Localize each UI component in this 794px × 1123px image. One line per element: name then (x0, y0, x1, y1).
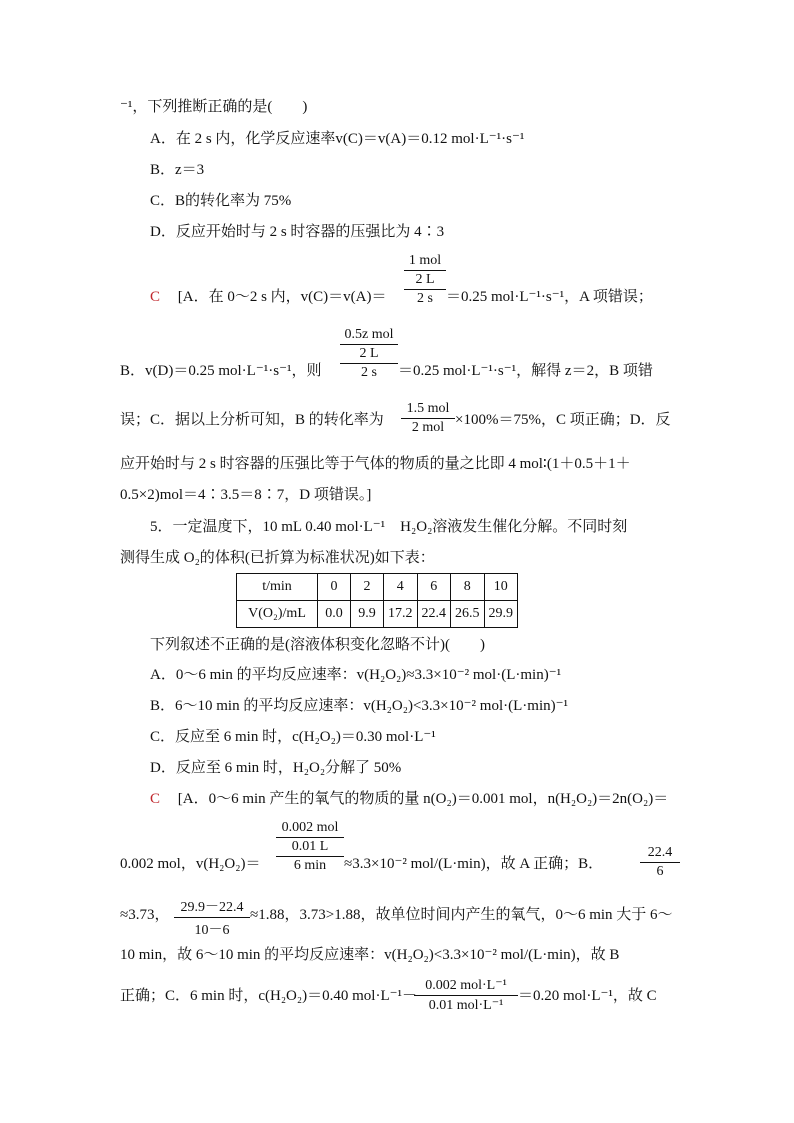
q4-frac2-bar1 (340, 344, 398, 345)
q4-option-a-text: A．在 2 s 内，化学反应速率 (150, 131, 336, 147)
q4-exp-line5: 0.5×2)mol＝4∶3.5＝8∶7，D 项错误。] (120, 487, 372, 503)
q4-fraction-3 (401, 401, 455, 436)
q5-prompt: 下列叙述不正确的是(溶液体积变化忽略不计)( ) (150, 637, 485, 653)
table-cell: 26.5 (451, 601, 485, 628)
q5-data-table (236, 573, 518, 628)
q4-frac2-bar2 (340, 363, 398, 364)
q5-exp5-post: ＝0.20 mol·L⁻¹，故 C (518, 988, 657, 1004)
table-cell: 0.0 (318, 601, 351, 628)
q4-option-b: B．z＝3 (150, 162, 205, 178)
q5-frac7-den: 0.01 mol·L⁻¹ (428, 998, 504, 1013)
table-cell: 4 (384, 574, 418, 601)
q4-exp-line4: 应开始时与 2 s 时容器的压强比等于气体的物质的量之比即 4 mol∶(1＋0.5＋1＋ (120, 456, 631, 472)
q4-frac3-den: 2 mol (411, 420, 445, 435)
q5-stem-line1: 5．一定温度下，10 mL 0.40 mol·L⁻¹ H₂O₂溶液发生催化分解。不同时刻 (150, 519, 628, 535)
table-header-t: t/min (237, 574, 318, 601)
q5-exp3-pre: ≈3.73， (120, 907, 170, 923)
q5-frac4-top: 0.002 mol (281, 820, 339, 835)
q4-frac3-bar (401, 418, 455, 419)
q4-frac1-bar1 (404, 270, 446, 271)
q5-exp2-post: ≈3.3×10⁻² mol/(L·min)，故 A 正确；B． (344, 856, 604, 872)
table-cell: 0 (318, 574, 351, 601)
q5-frac5-den: 6 (656, 864, 664, 879)
q4-frac2-bot: 2 s (361, 365, 377, 380)
table-row (237, 574, 518, 601)
q5-option-d: D．反应至 6 min 时，H₂O₂分解了 50% (150, 760, 402, 776)
q4-option-c: C．B的转化率为 75% (150, 193, 292, 209)
table-cell: 22.4 (417, 601, 451, 628)
table-row (237, 601, 518, 628)
q4-exp2-pre: B．v(D)＝0.25 mol·L⁻¹·s⁻¹，则 (120, 363, 322, 379)
q4-exp1-pre: [A．在 0～2 s 内，v(C)＝v(A)＝ (177, 289, 387, 305)
table-cell: 17.2 (384, 601, 418, 628)
table-header-v: V(O₂)/mL (237, 601, 318, 628)
q5-option-c: C．反应至 6 min 时，c(H₂O₂)＝0.30 mol·L⁻¹ (150, 729, 436, 745)
q4-fraction-1 (404, 253, 446, 307)
q5-option-b: B．6～10 min 的平均反应速率：v(H₂O₂)<3.3×10⁻² mol·(L·min)⁻¹ (150, 698, 569, 714)
table-cell: 6 (417, 574, 451, 601)
q5-fraction-4 (276, 820, 344, 874)
q4-frac1-bar2 (404, 289, 446, 290)
q4-fraction-2 (340, 327, 398, 381)
q5-frac6-num: 29.9－22.4 (180, 900, 244, 915)
q4-option-d: D．反应开始时与 2 s 时容器的压强比为 4∶3 (150, 224, 445, 240)
q4-exp2-post: ＝0.25 mol·L⁻¹·s⁻¹，解得 z＝2，B 项错 (398, 363, 653, 379)
q5-exp-line4: 10 min，故 6～10 min 的平均反应速率：v(H₂O₂)<3.3×10⁻² mol/(L·min)，故 B (120, 947, 620, 963)
q5-frac7-num: 0.002 mol·L⁻¹ (425, 978, 507, 993)
q4-frac2-mid: 2 L (359, 346, 379, 361)
q5-stem-line2: 测得生成 O₂的体积(已折算为标准状况)如下表： (120, 550, 435, 566)
q5-exp2-pre: 0.002 mol，v(H₂O₂)＝ (120, 856, 261, 872)
q5-frac4-mid: 0.01 L (291, 839, 329, 854)
q4-option-a-eq: v(C)＝v(A)＝0.12 mol·L⁻¹·s⁻¹ (335, 131, 525, 147)
q5-exp-line1 (150, 790, 668, 808)
q5-exp3-post: ≈1.88，3.73>1.88，故单位时间内产生的氧气，0～6 min 大于 6～ (250, 907, 673, 923)
q5-frac4-bar1 (276, 837, 344, 838)
table-cell: 29.9 (484, 601, 518, 628)
q5-fraction-7 (414, 977, 518, 1014)
table-cell: 10 (484, 574, 518, 601)
q5-option-a: A．0～6 min 的平均反应速率：v(H₂O₂)≈3.3×10⁻² mol·(L·min)⁻¹ (150, 667, 562, 683)
q5-frac5-bar (640, 862, 680, 863)
q4-frac1-mid: 2 L (415, 272, 435, 287)
q5-fraction-5 (640, 845, 680, 880)
q4-answer: C (150, 289, 161, 305)
q5-frac4-bar2 (276, 856, 344, 857)
q5-frac6-den: 10－6 (194, 923, 230, 938)
q4-frac3-num: 1.5 mol (406, 401, 450, 416)
q5-answer: C (150, 791, 161, 807)
q5-frac4-bot: 6 min (293, 858, 327, 873)
q5-exp1-text: [A．0～6 min 产生的氧气的物质的量 n(O₂)＝0.001 mol，n(H₂O₂)＝2n(O₂)＝ (177, 791, 669, 807)
q4-frac1-bot: 2 s (417, 291, 433, 306)
q5-frac5-num: 22.4 (647, 845, 673, 860)
q4-exp3-post: ×100%＝75%，C 项正确；D．反 (455, 412, 671, 428)
q4-exp-line1 (150, 288, 387, 306)
q4-stem: ⁻¹，下列推断正确的是( ) (120, 99, 308, 115)
q5-frac6-bar (174, 917, 250, 918)
q4-exp3-pre: 误；C．据以上分析可知，B 的转化率为 (120, 412, 384, 428)
table-cell: 2 (351, 574, 384, 601)
q4-exp1-post: ＝0.25 mol·L⁻¹·s⁻¹，A 项错误； (446, 289, 653, 305)
q5-fraction-6 (174, 896, 250, 939)
table-cell: 8 (451, 574, 485, 601)
q4-frac1-top: 1 mol (408, 253, 442, 268)
q4-frac2-top: 0.5z mol (344, 327, 394, 342)
q4-option-a (150, 130, 524, 148)
q5-exp5-pre: 正确；C．6 min 时，c(H₂O₂)＝0.40 mol·L⁻¹－ (120, 988, 418, 1004)
q5-frac7-bar (414, 995, 518, 996)
table-cell: 9.9 (351, 601, 384, 628)
